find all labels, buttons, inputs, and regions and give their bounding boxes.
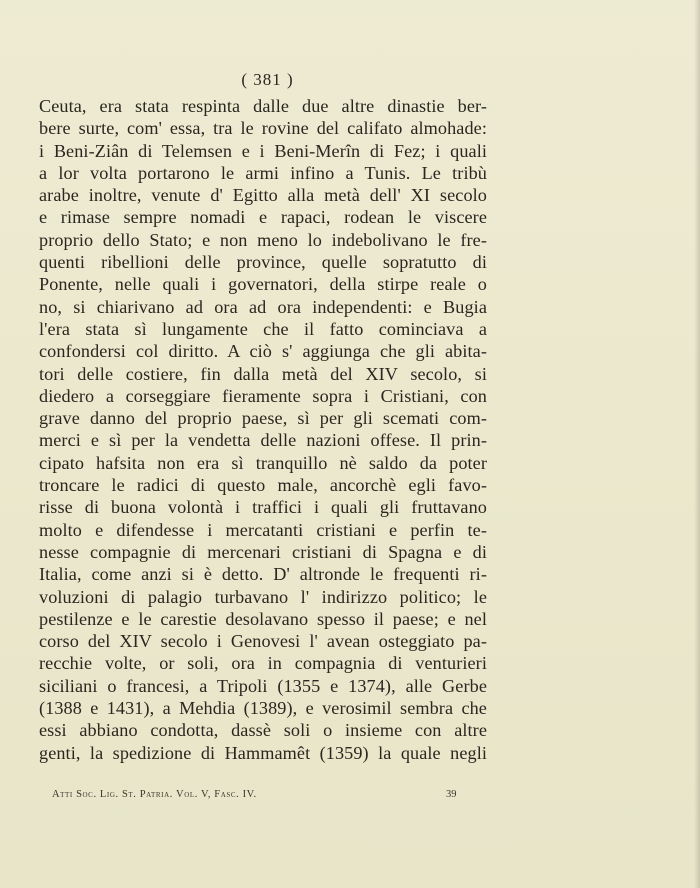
text-line: bere surte, com' essa, tra le rovine del califato almohade: [39,118,487,139]
text-line: a lor volta portarono le armi infino a Tunis. Le tribù [39,162,487,183]
footer-signature-mark: 39 [446,789,457,800]
text-line: Ponente, nelle quali i governatori, della stirpe reale o [39,274,487,295]
text-line: l'era stata sì lungamente che il fatto cominciava a [39,318,487,339]
text-line: grave danno del proprio paese, sì per gli scemati com- [39,408,487,429]
text-line: merci e sì per la vendetta delle nazioni offese. Il prin- [39,430,487,451]
text-line: essi abbiano condotta, dassè soli o insieme con altre [39,720,487,741]
text-line: Italia, come anzi si è detto. D' altronde le frequenti ri- [39,564,487,585]
page-edge-shadow [694,0,700,888]
text-line: troncare le radici di questo male, ancorchè egli favo- [39,475,487,496]
text-line: no, si chiarivano ad ora ad ora independenti: e Bugia [39,296,487,317]
text-line: cipato hafsita non era sì tranquillo nè saldo da poter [39,452,487,473]
text-line: diedero a corseggiare fieramente sopra i Cristiani, con [39,385,487,406]
page-number: ( 381 ) [241,70,294,89]
text-line: i Beni-Ziân di Telemsen e i Beni-Merîn di Fez; i quali [39,140,487,161]
text-line: nesse compagnie di mercenari cristiani di Spagna e di [39,541,487,562]
footer-journal-reference: Atti Soc. Lig. St. Patria. Vol. V, Fasc. IV. [52,789,257,800]
text-line: (1388 e 1431), a Mehdia (1389), e verosimil sembra che [39,698,487,719]
text-line: proprio dello Stato; e non meno lo indebolivano le fre- [39,229,487,250]
text-line: tori delle costiere, fin dalla metà del XIV secolo, si [39,363,487,384]
text-line: e rimase sempre nomadi e rapaci, rodean le viscere [39,207,487,228]
text-line: corso del XIV secolo i Genovesi l' avean osteggiato pa- [39,631,487,652]
text-line: genti, la spedizione di Hammamêt (1359) la quale negli [39,742,487,763]
text-line: Ceuta, era stata respinta dalle due altre dinastie ber- [39,96,487,116]
text-line: arabe inoltre, venute d' Egitto alla metà dell' XI secolo [39,185,487,206]
text-line: molto e difendesse i mercatanti cristiani e perfin te- [39,519,487,540]
text-line: siciliani o francesi, a Tripoli (1355 e 1374), alle Gerbe [39,675,487,696]
text-line: voluzioni di palagio turbavano l' indirizzo politico; le [39,586,487,607]
text-line: recchie volte, or soli, ora in compagnia di venturieri [39,653,487,674]
text-line: confondersi col diritto. A ciò s' aggiunga che gli abita- [39,341,487,362]
body-text [39,95,487,764]
text-line: risse di buona volontà i traffici i quali gli fruttavano [39,497,487,518]
text-line: quenti ribellioni delle province, quelle sopratutto di [39,252,487,273]
text-line: pestilenze e le carestie desolavano spesso il paese; e nel [39,608,487,629]
